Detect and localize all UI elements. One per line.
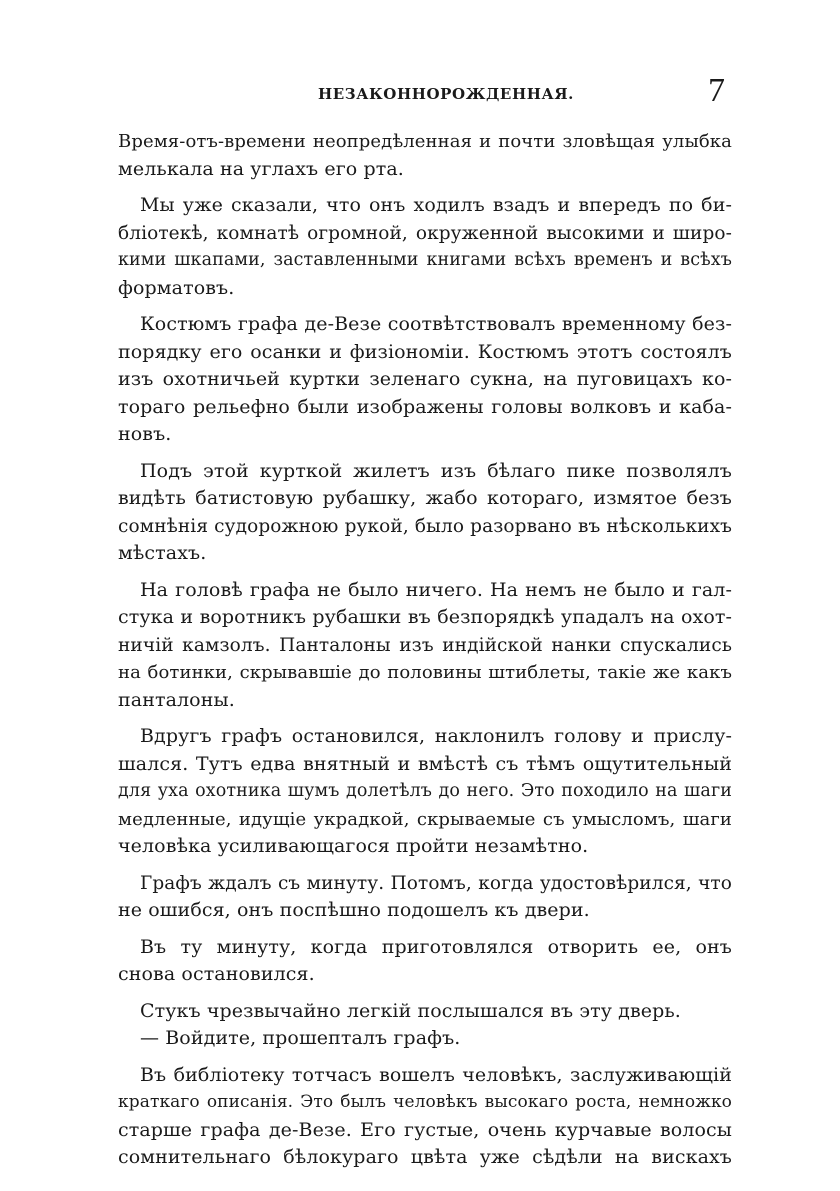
paragraph [118,192,732,302]
text-line: шался. Тутъ едва внятный и вмѣстѣ съ тѣмъ ощутительный [118,752,732,775]
text-line: Костюмъ графа де-Везе соотвѣтствовалъ временному без- [140,313,732,335]
paragraph [118,1025,732,1053]
paragraph [118,1062,732,1172]
text-line: видѣть батистовую рубашку, жабо котораго, измятое безъ [118,487,732,509]
running-title: НЕЗАКОННОРОЖДЕННАЯ. [318,85,574,103]
text-line: панталоны. [118,688,235,711]
paragraph [118,934,732,989]
paragraph [118,577,732,715]
text-line: ничій камзолъ. Панталоны изъ индійской нанки спускались [118,634,732,656]
text-line: Подъ этой курткой жилетъ изъ бѣлаго пике позволялъ [140,459,732,482]
text-line: Графъ ждалъ съ минуту. Потомъ, когда удостовѣрился, что [140,872,732,894]
body-text [118,128,732,1172]
text-line: Стукъ чрезвычайно легкій послышался въ эту дверь. [140,999,681,1022]
text-line: новъ. [118,423,172,445]
text-line: на ботинки, скрывавшіе до половины штиблеты, такіе же какъ [118,662,732,683]
text-line: Въ ту минуту, когда приготовлялся отворить ее, онъ [140,935,732,958]
text-line: тораго рельефно были изображены головы волковъ и каба- [118,395,732,418]
text-line: — Войдите, прошепталъ графъ. [140,1027,461,1049]
text-line: изъ охотничьей куртки зеленаго сукна, на пуговицахъ ко- [118,368,732,390]
text-line: Мы уже сказали, что онъ ходилъ взадъ и впередъ по би- [140,194,732,216]
paragraph [118,458,732,568]
text-line: мелькала на углахъ его рта. [118,157,404,180]
text-line: порядку его осанки и физіономіи. Костюмъ этотъ состоялъ [118,340,732,363]
text-line: кими шкапами, заставленными книгами всѣхъ временъ и всѣхъ [118,250,732,270]
text-line: старше графа де-Везе. Его густые, очень курчавые волосы [118,1118,732,1141]
text-line: Вдругъ графъ остановился, наклонилъ голову и прислу- [140,725,732,747]
text-line: сомнѣнія судорожною рукой, было разорвано въ нѣсколькихъ [118,515,732,537]
paragraph [118,870,732,925]
paragraph [118,723,732,861]
text-line: снова остановился. [118,963,315,985]
paragraph [118,311,732,449]
text-line: для уха охотника шумъ долетѣлъ до него. Это походило на шаги [118,781,732,801]
text-line: краткаго описанія. Это былъ человѣкъ высокаго роста, немножко [118,1092,732,1112]
text-line: медленные, идущіе украдкой, скрываемые съ умысломъ, шаги [118,808,732,830]
text-line: стука и воротникъ рубашки въ безпорядкѣ упадалъ на охот- [118,606,732,628]
text-line: человѣка усиливающагося пройти незамѣтно. [118,835,589,857]
text-line: Въ библіотеку тотчасъ вошелъ человѣкъ, заслуживающій [140,1063,732,1086]
text-line: Время-отъ-времени неопредѣленная и почти зловѣщая улыбка [118,131,732,152]
page-number: 7 [708,72,725,109]
paragraph [118,998,732,1026]
text-line: бліотекѣ, комнатѣ огромной, окруженной высокими и широ- [118,222,732,244]
paragraph [118,128,732,183]
text-line: не ошибся, онъ поспѣшно подошелъ къ двери. [118,899,590,921]
text-line: сомнительнаго бѣлокураго цвѣта уже сѣдѣли на вискахъ [118,1146,732,1168]
text-line: форматовъ. [118,276,235,299]
text-line: На головѣ графа не было ничего. На немъ не было и гал- [140,578,732,601]
text-line: мѣстахъ. [118,542,207,564]
